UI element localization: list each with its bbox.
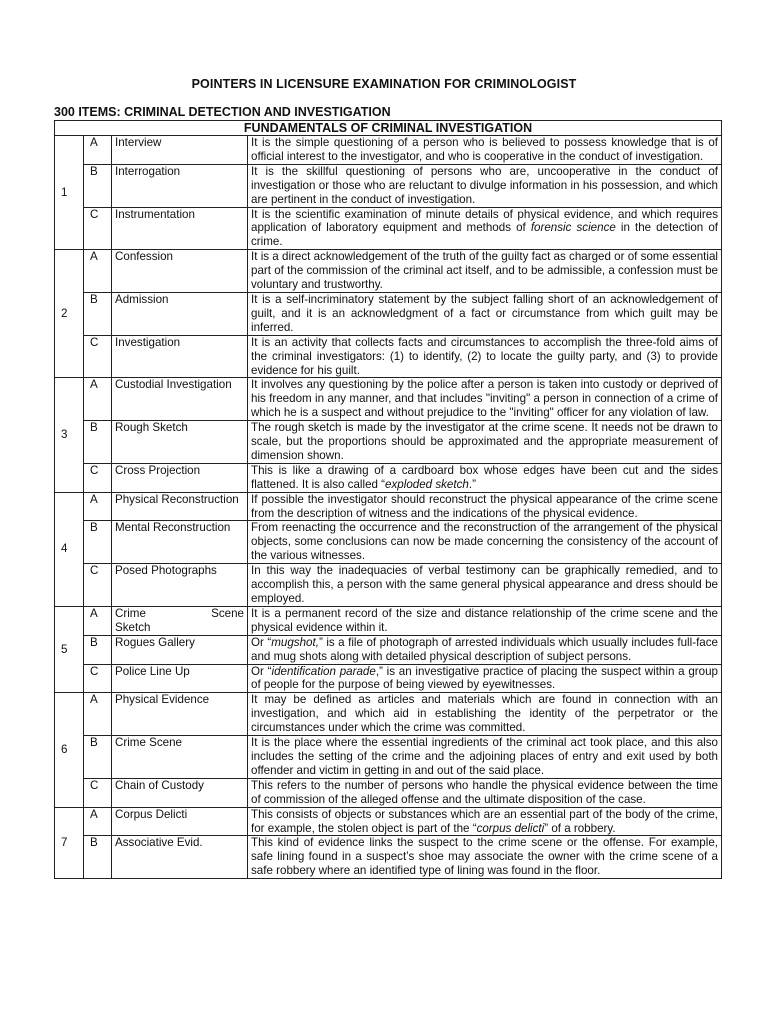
table-row — [55, 292, 722, 335]
item-description: It involves any questioning by the police after a person is taken into custody or deprived of his freedom in any manner, and that includes "inviting" a person in connection of a crime of which he is a suspect and without prejudice to the "inviting" officer for any violation of law. — [248, 378, 722, 421]
item-description: This kind of evidence links the suspect to the crime scene or the offense. For example, safe lining found in a suspect’s shoe may associate the owner with the crime scene of a safe robbery where an identified type of lining was found in the floor. — [248, 836, 722, 879]
item-description: This refers to the number of persons who handle the physical evidence between the time of commission of the alleged offense and the ultimate disposition of the case. — [248, 778, 722, 807]
item-letter: A — [84, 606, 112, 635]
table-row — [55, 335, 722, 378]
item-number: 2 — [55, 250, 84, 378]
table-row — [55, 463, 722, 492]
item-letter: C — [84, 778, 112, 807]
item-term: Corpus Delicti — [112, 807, 248, 836]
item-letter: C — [84, 463, 112, 492]
item-description: From reenacting the occurrence and the reconstruction of the arrangement of the physical objects, some conclusions can now be made concerning the consistency of the account of the various witnesses. — [248, 521, 722, 564]
item-number: 4 — [55, 492, 84, 606]
item-number: 5 — [55, 606, 84, 692]
item-term: Rough Sketch — [112, 421, 248, 464]
item-description: It is the simple questioning of a person who is believed to possess knowledge that is of official interest to the investigator, and who is cooperative in the conduct of investigation. — [248, 136, 722, 165]
item-description: It is the place where the essential ingredients of the criminal act took place, and this also includes the setting of the crime and the adjoining places of entry and exit used by both offender and victim in getting in and out of the said place. — [248, 736, 722, 779]
item-letter: A — [84, 378, 112, 421]
item-letter: A — [84, 693, 112, 736]
item-description: It is an activity that collects facts and circumstances to accomplish the three-fold aims of the criminal investigators: (1) to identify, (2) to locate the guilty party, and (3) to provide evidence for his guilt. — [248, 335, 722, 378]
item-term: Associative Evid. — [112, 836, 248, 879]
item-letter: C — [84, 564, 112, 607]
item-letter: A — [84, 250, 112, 293]
table-row — [55, 606, 722, 635]
table-row — [55, 378, 722, 421]
item-term: Admission — [112, 292, 248, 335]
item-term: Cross Projection — [112, 463, 248, 492]
item-term: Investigation — [112, 335, 248, 378]
item-number: 7 — [55, 807, 84, 879]
item-description: Or “mugshot,” is a file of photograph of arrested individuals which usually includes full-face and mug shots along with detailed physical description of subject persons. — [248, 635, 722, 664]
item-description: It is a self-incriminatory statement by the subject falling short of an acknowledgement of guilt, and it is an acknowledgment of a fact or circumstance from which guilt may be inferred. — [248, 292, 722, 335]
item-description: It may be defined as articles and materials which are found in connection with an investigation, and which aid in establishing the identity of the perpetrator or the circumstances under which the crime was committed. — [248, 693, 722, 736]
item-description: It is the scientific examination of minute details of physical evidence, and which requires application of laboratory equipment and methods of forensic science in the detection of crime. — [248, 207, 722, 250]
item-letter: A — [84, 136, 112, 165]
term-word: Crime — [115, 606, 146, 620]
document-title: POINTERS IN LICENSURE EXAMINATION FOR CRIMINOLOGIST — [191, 77, 577, 91]
item-term: Police Line Up — [112, 664, 248, 693]
item-letter: C — [84, 664, 112, 693]
item-term: Physical Evidence — [112, 693, 248, 736]
item-letter: B — [84, 521, 112, 564]
table-row — [55, 836, 722, 879]
item-letter: A — [84, 807, 112, 836]
item-term: Interrogation — [112, 164, 248, 207]
emphasis-text: identification parade — [271, 664, 376, 678]
item-letter: B — [84, 635, 112, 664]
item-term: Confession — [112, 250, 248, 293]
item-description: This consists of objects or substances which are an essential part of the body of the crime, for example, the stolen object is part of the “corpus delicti” of a robbery. — [248, 807, 722, 836]
item-term: Instrumentation — [112, 207, 248, 250]
item-term — [112, 606, 248, 635]
table-row — [55, 136, 722, 165]
item-term: Rogues Gallery — [112, 635, 248, 664]
table-row — [55, 207, 722, 250]
table-row — [55, 664, 722, 693]
item-term: Physical Reconstruction — [112, 492, 248, 521]
item-letter: A — [84, 492, 112, 521]
table-row — [55, 693, 722, 736]
item-term: Chain of Custody — [112, 778, 248, 807]
table-row — [55, 421, 722, 464]
section-title: 300 ITEMS: CRIMINAL DETECTION AND INVESTIGATION — [54, 105, 391, 119]
item-letter: B — [84, 292, 112, 335]
item-letter: B — [84, 836, 112, 879]
emphasis-text: exploded sketch — [385, 477, 469, 491]
item-description: The rough sketch is made by the investigator at the crime scene. It needs not be drawn to scale, but the proportions should be approximated and the appropriate measurement of dimension shown. — [248, 421, 722, 464]
item-letter: B — [84, 164, 112, 207]
item-term: Mental Reconstruction — [112, 521, 248, 564]
fundamentals-table — [54, 120, 722, 879]
table-row — [55, 521, 722, 564]
item-description: If possible the investigator should reconstruct the physical appearance of the crime scene from the description of witness and the indications of the physical evidence. — [248, 492, 722, 521]
table-row — [55, 635, 722, 664]
item-description: It is the skillful questioning of persons who are, uncooperative in the conduct of investigation or those who are reluctant to divulge information in his possession, and which are pertinent in the conduct of investigation. — [248, 164, 722, 207]
item-letter: B — [84, 421, 112, 464]
term-word: Scene — [211, 606, 244, 620]
table-row — [55, 250, 722, 293]
item-number: 3 — [55, 378, 84, 492]
table-row — [55, 164, 722, 207]
item-term: Posed Photographs — [112, 564, 248, 607]
item-letter: B — [84, 736, 112, 779]
item-description: In this way the inadequacies of verbal testimony can be graphically remedied, and to accomplish this, a person with the same general physical appearance and dress should be employed. — [248, 564, 722, 607]
item-letter: C — [84, 335, 112, 378]
item-description: This is like a drawing of a cardboard box whose edges have been cut and the sides flattened. It is also called “exploded sketch.” — [248, 463, 722, 492]
emphasis-text: mugshot, — [271, 635, 319, 649]
item-description: It is a permanent record of the size and distance relationship of the crime scene and the physical evidence within it. — [248, 606, 722, 635]
table-header: FUNDAMENTALS OF CRIMINAL INVESTIGATION — [55, 121, 722, 136]
item-letter: C — [84, 207, 112, 250]
table-row — [55, 736, 722, 779]
term-word: Sketch — [115, 620, 151, 634]
table-row — [55, 778, 722, 807]
item-number: 1 — [55, 136, 84, 250]
item-description: Or “identification parade,” is an investigative practice of placing the suspect within a group of people for the purpose of being viewed by eyewitnesses. — [248, 664, 722, 693]
table-body — [55, 136, 722, 879]
item-term: Crime Scene — [112, 736, 248, 779]
table-row — [55, 564, 722, 607]
emphasis-text: corpus delicti — [476, 821, 545, 835]
item-number: 6 — [55, 693, 84, 807]
item-term: Custodial Investigation — [112, 378, 248, 421]
table-row — [55, 807, 722, 836]
item-term: Interview — [112, 136, 248, 165]
table-row — [55, 492, 722, 521]
item-description: It is a direct acknowledgement of the truth of the guilty fact as charged or of some essential part of the commission of the criminal act itself, and to be admissible, a confession must be voluntary and trustworthy. — [248, 250, 722, 293]
emphasis-text: forensic science — [530, 221, 616, 235]
